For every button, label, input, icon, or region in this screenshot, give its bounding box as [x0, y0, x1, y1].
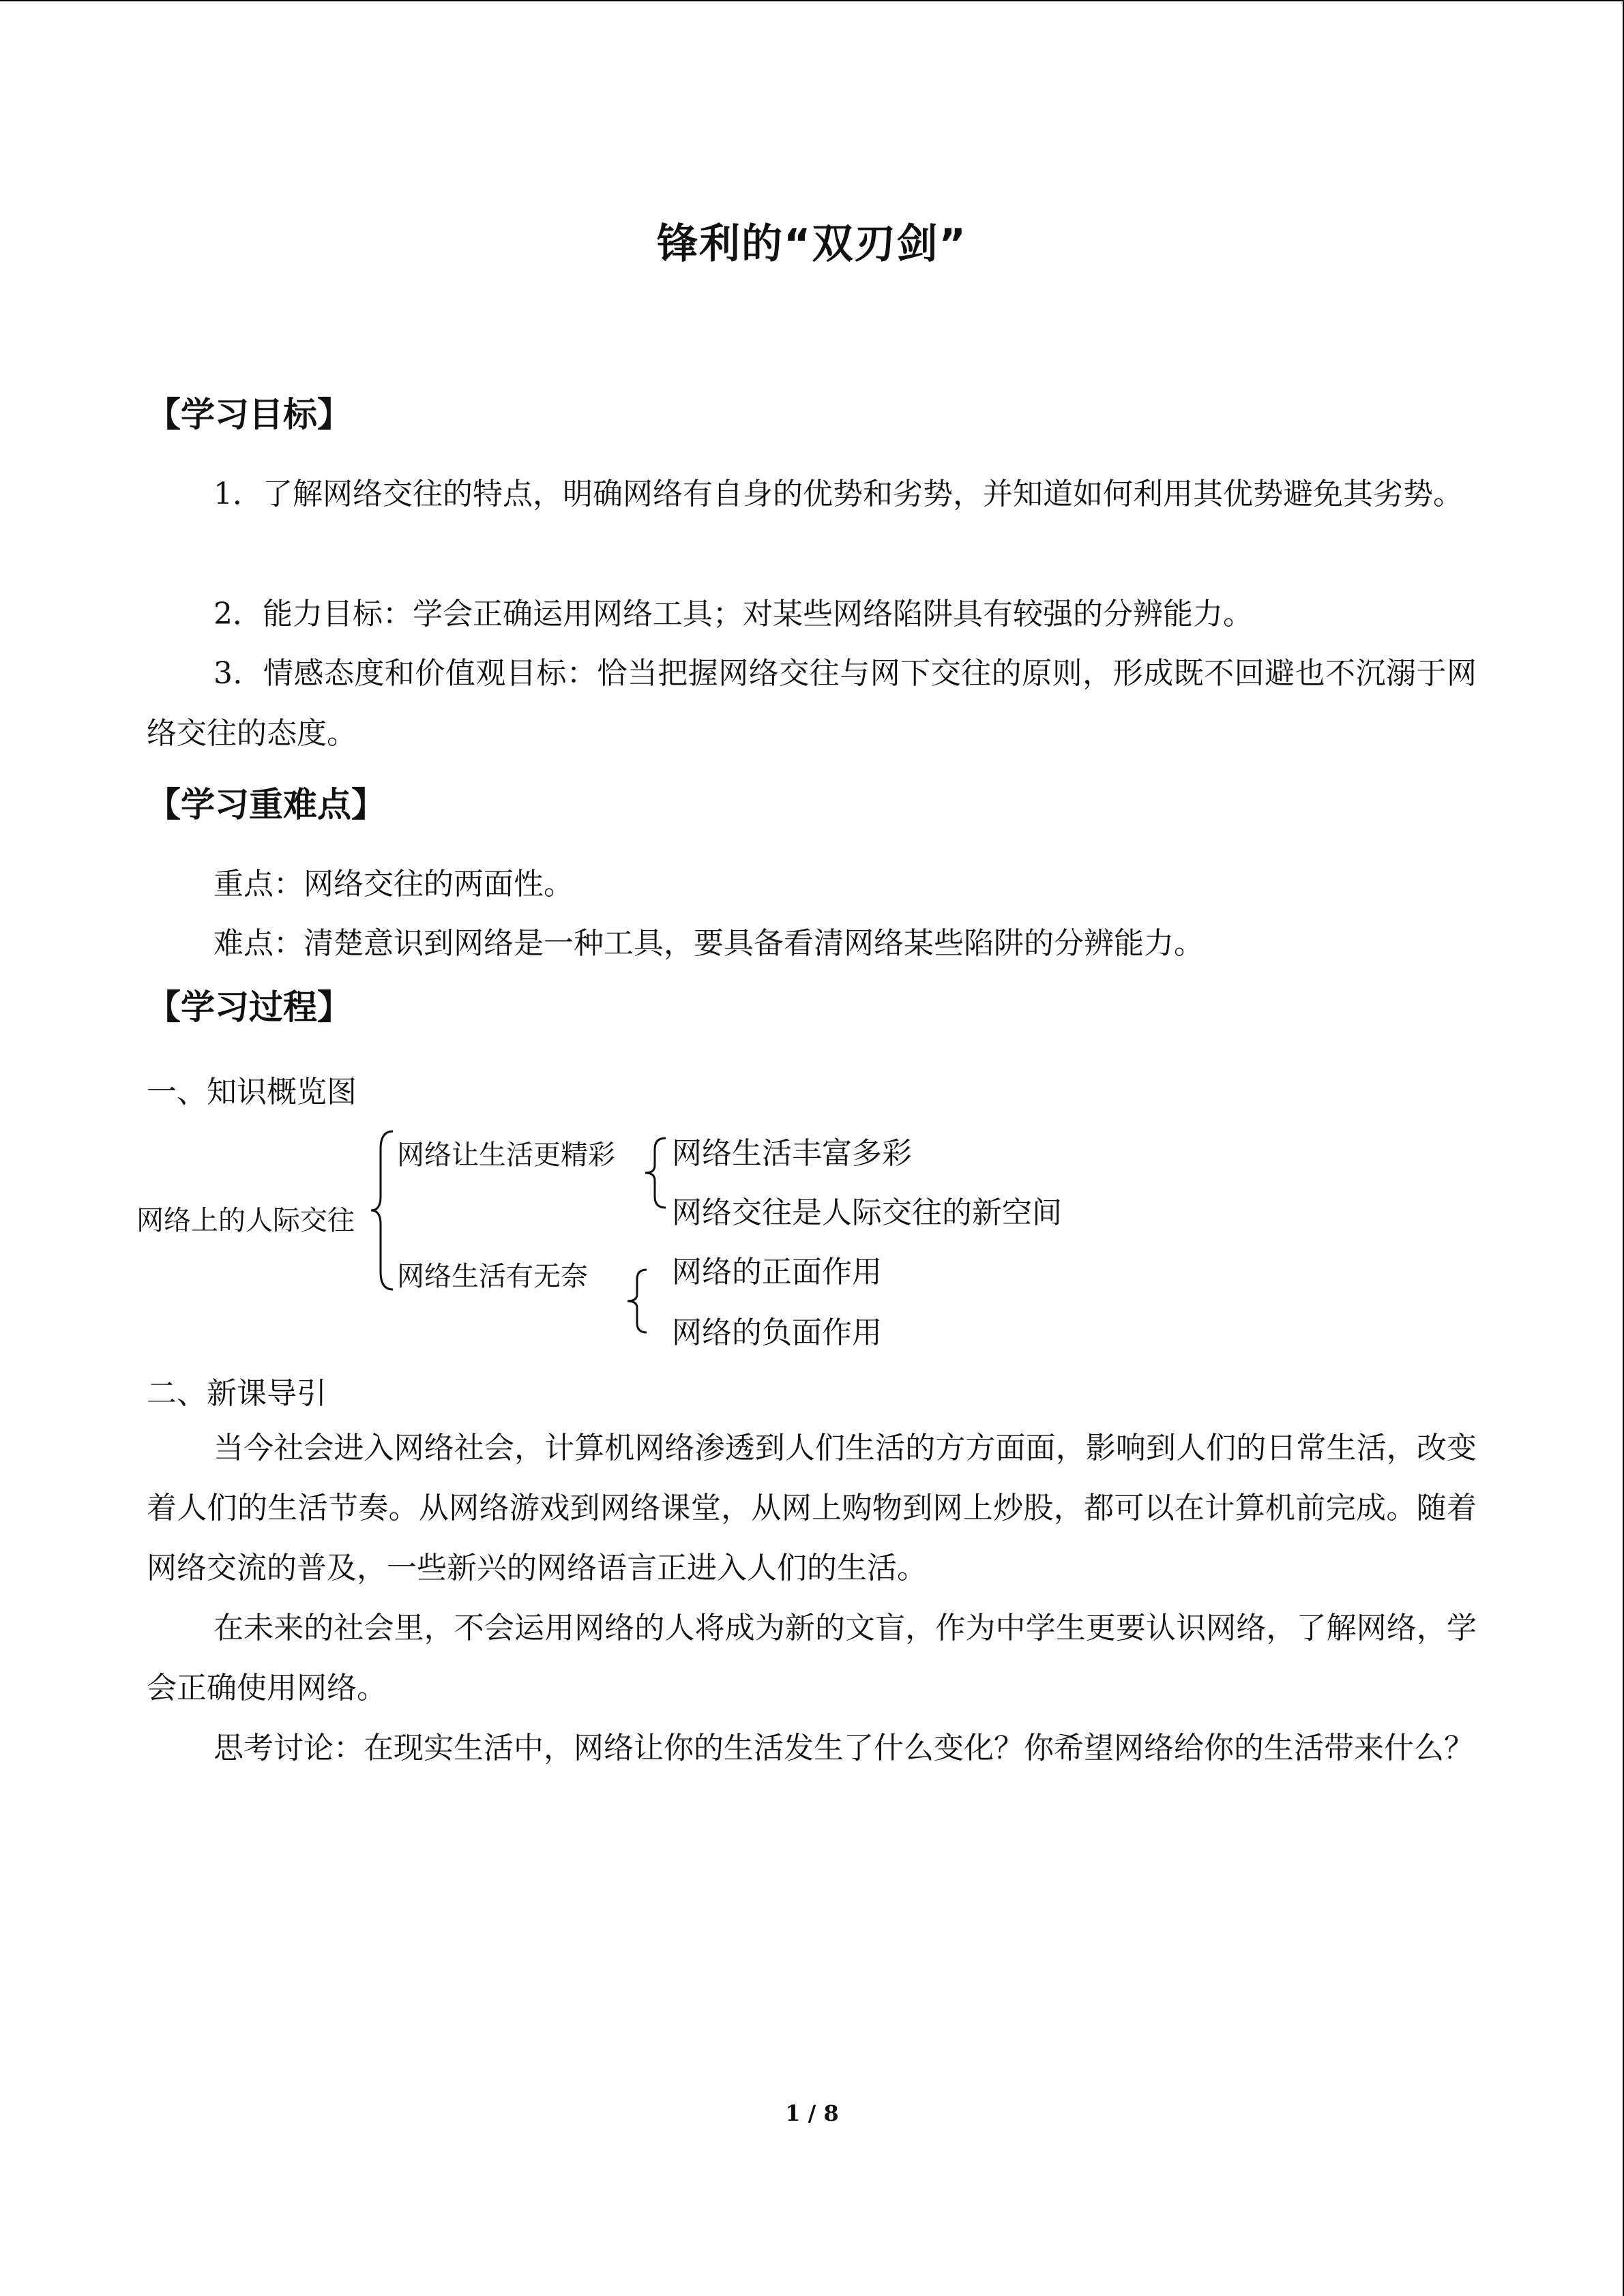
key-point-focus: 重点：网络交往的两面性。: [213, 867, 574, 901]
objective-1: 1．了解网络交往的特点，明确网络有自身的优势和劣势，并知道如何利用其优势避免其劣势。: [213, 477, 1463, 511]
branch-1-brace: [641, 1135, 668, 1210]
intro-title: 二、新课导引: [147, 1376, 327, 1411]
branch-2-child-2: 网络的负面作用: [672, 1315, 882, 1350]
branch-2-brace: [622, 1267, 649, 1335]
branch-1-child-1: 网络生活丰富多彩: [672, 1136, 912, 1171]
page-title: 锋利的“双刃剑”: [657, 220, 967, 268]
process-heading: 【学习过程】: [147, 987, 351, 1027]
branch-1-child-2: 网络交往是人际交往的新空间: [672, 1195, 1062, 1230]
page-border-top: [0, 0, 1624, 1]
branch-2-child-1: 网络的正面作用: [672, 1255, 882, 1289]
intro-paragraph-1: 当今社会进入网络社会，计算机网络渗透到人们生活的方方面面，影响到人们的日常生活，改变着人们的生活节奏。从网络游戏到网络课堂，从网上购物到网上炒股，都可以在计算机前完成。随着网络交流的普及，一些新兴的网络语言正进入人们的生活。: [147, 1431, 1477, 1585]
root-brace: [368, 1129, 396, 1292]
page-indicator: 1 / 8: [785, 2100, 839, 2126]
objectives-heading: 【学习目标】: [147, 395, 351, 434]
objective-2: 2．能力目标：学会正确运用网络工具；对某些网络陷阱具有较强的分辨能力。: [213, 597, 1253, 631]
diagram-branch-2: 网络生活有无奈: [397, 1261, 588, 1292]
key-point-difficulty: 难点：清楚意识到网络是一种工具，要具备看清网络某些陷阱的分辨能力。: [213, 926, 1204, 961]
intro-paragraph-2: 在未来的社会里，不会运用网络的人将成为新的文盲，作为中学生更要认识网络，了解网络，学会正确使用网络。: [147, 1611, 1477, 1705]
overview-title: 一、知识概览图: [147, 1075, 357, 1109]
objective-3: 3．情感态度和价值观目标：恰当把握网络交往与网下交往的原则，形成既不回避也不沉溺于网络交往的态度。: [147, 656, 1477, 751]
diagram-branch-1: 网络让生活更精彩: [397, 1139, 615, 1171]
key-points-heading: 【学习重难点】: [147, 785, 385, 824]
discussion-question: 思考讨论：在现实生活中，网络让你的生活发生了什么变化？你希望网络给你的生活带来什么？: [213, 1731, 1474, 1765]
diagram-root: 网络上的人际交往: [136, 1205, 355, 1236]
